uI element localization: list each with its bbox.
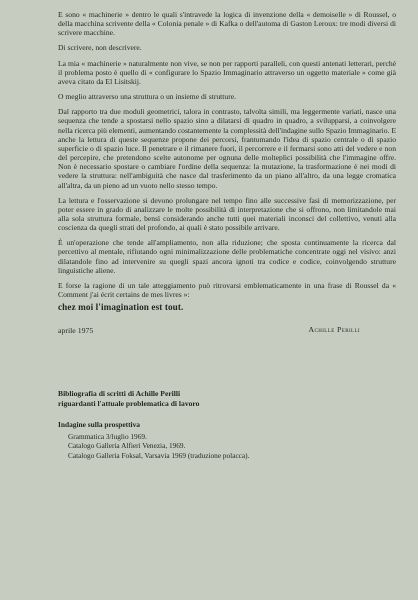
body-paragraph-1: Dal rapporto tra due moduli geometrici, talora in contrasto, talvolta simili, ma leggermente variati, nasce una sequenza che tende a spostarsi nello spazio sino a dilatarsi di quadro in quadro, a svilupparsi, a coinvolgere nella ricerca più elementi, aumentando costantemente la complessità dell'indagine sullo Spazio Immaginario. E anche la lettura di queste sequenze propone dei percorsi, frantumando l'idea di spazio centrale o di spazio superficie o di spazio luce. Il penetrare e il rimanere fuori, il percorrere e il fermarsi sono atti del vedere e non del percepire, che pretendono scelte autonome per ognuna delle molteplici possibilità che l'immagine offre. Non è necessario spostare o cambiare l'ordine della sequenza: la mutazione, la trasformazione è nei modi di vedere la struttura: nell'ambiguità che nasce dal trasferimento da un piano all'altro, da una legge cromatica all'altra, da un pieno ad un vuoto nello stesso tempo. (58, 107, 396, 190)
intro-paragraph-3: La mia « machinerie » naturalmente non vive, se non per rapporti paralleli, con questi antenati letterari, perché il problema posto è quello di « configurare lo Spazio Immaginario attraverso un oggetto materiale » come già aveva citato da El Lisitskij. (58, 58, 396, 86)
bibliography-entry: Grammatica 3/luglio 1969. (68, 432, 147, 442)
bibliography-section-title: Indagine sulla prospettiva (58, 420, 141, 430)
intro-section (58, 10, 396, 101)
body-paragraph-4: E forse la ragione di un tale atteggiamento può ritrovarsi emblematicamente in una frase di Roussel da « Comment j'ai écrit certains de mes livres »: (58, 280, 396, 300)
body-section (58, 107, 396, 312)
intro-paragraph-4: O meglio attraverso una struttura o un insieme di strutture. (58, 92, 236, 102)
bibliography-entry: Catalogo Galleria Alfieri Venezia, 1969. (68, 441, 186, 451)
body-paragraph-3: È un'operazione che tende all'ampliamento, non alla riduzione; che sposta continuamente la ricerca dal percettivo al mentale, rifiutando ogni minimalizzazione delle problematiche concentrate oggi nel visivo: anzi dilatandole fino ad intervenire su quegli spazi ancora ignoti tra codice e codice, coinvolgendo strutture linguistiche aliene. (58, 238, 396, 275)
bibliography-entry: Catalogo Galleria Foksal, Varsavia 1969 (traduzione polacca). (68, 450, 250, 460)
body-paragraph-2: La lettura e l'osservazione si devono prolungare nel tempo fino alle successive fasi di memorizzazione, per poter essere in grado di analizzare le molte possibilità di interpretazione che si offrono, non limitandole mai alla sola struttura formale, bensì considerando anche tutti quei materiali inconsci del collettivo, venuti alla coscienza da quegli strati del profondo, ai quali è stato possibile arrivare. (58, 195, 396, 233)
author-signature: Achille Perilli (308, 325, 360, 335)
bibliography-section (58, 389, 396, 460)
intro-paragraph-1: E sono « machinerie » dentro le quali s'intravede la logica di invenzione della « demoiselle » di Roussel, o della macchina scrivente della « Colonia penale » di Kafka o dell'automa di Gaston Leroux: tre modi diversi di scrivere macchine. (58, 10, 396, 38)
bibliography-heading-line-1: Bibliografia di scritti di Achille Perilli (58, 389, 181, 399)
intro-paragraph-2: Di scrivere, non descrivere. (58, 43, 142, 53)
roussel-quote: chez moi l'imagination est tout. (58, 302, 184, 313)
bibliography-list (58, 432, 396, 460)
bibliography-heading-line-2: riguardanti l'attuale problematica di lavoro (58, 398, 200, 408)
date-line: aprile 1975 (58, 326, 94, 336)
